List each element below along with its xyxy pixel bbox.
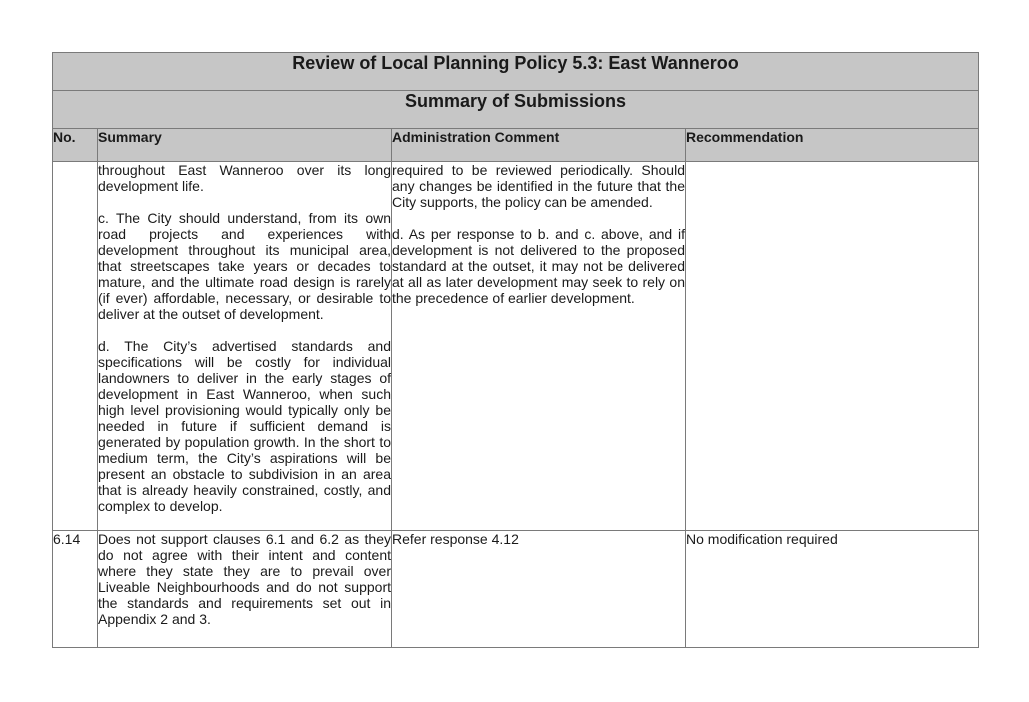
document-subtitle: Summary of Submissions	[53, 91, 979, 129]
summary-paragraph: Does not support clauses 6.1 and 6.2 as they do not agree with their intent and content where they state they are to prevail over Liveable Neighbourhoods and do not support the standards and requirements set out in Appendix 2 and 3.	[98, 531, 391, 627]
admin-comment-paragraph: Refer response 4.12	[392, 531, 519, 547]
admin-comment-paragraph: d. As per response to b. and c. above, and if development is not delivered to the proposed standard at the outset, it may not be delivered at all as later development may seek to rely on the precedence of earlier development.	[392, 226, 685, 306]
summary-cell	[98, 531, 392, 648]
column-header-row	[53, 129, 979, 162]
document-title: Review of Local Planning Policy 5.3: East Wanneroo	[53, 53, 979, 91]
summary-cell	[98, 162, 392, 531]
column-header-summary: Summary	[98, 129, 392, 162]
admin-comment-paragraph: required to be reviewed periodically. Should any changes be identified in the future that the City supports, the policy can be amended.	[392, 162, 685, 210]
row-number-cell: 6.14	[53, 531, 98, 648]
admin-comment-cell	[392, 531, 686, 648]
summary-paragraph: d. The City’s advertised standards and specifications will be costly for individual landowners to deliver in the early stages of development in East Wanneroo, when such high level provisioning would typically only be needed in future if sufficient demand is generated by population growth. In the short to medium term, the City’s aspirations will be present an obstacle to subdivision in an area that is already heavily constrained, costly, and complex to develop.	[98, 338, 391, 514]
row-number-cell	[53, 162, 98, 531]
column-header-recommendation: Recommendation	[686, 129, 979, 162]
admin-comment-cell	[392, 162, 686, 531]
table-row	[53, 531, 979, 648]
document-page	[52, 52, 978, 648]
summary-paragraph: c. The City should understand, from its own road projects and experiences with development throughout its municipal area, that streetscapes take years or decades to mature, and the ultimate road design is rarely (if ever) affordable, necessary, or desirable to deliver at the outset of development.	[98, 210, 391, 322]
column-header-admin-comment: Administration Comment	[392, 129, 686, 162]
recommendation-cell	[686, 162, 979, 531]
subtitle-row	[53, 91, 979, 129]
submissions-table	[52, 52, 979, 648]
recommendation-cell: No modification required	[686, 531, 979, 648]
table-row	[53, 162, 979, 531]
title-row	[53, 53, 979, 91]
summary-paragraph: throughout East Wanneroo over its long development life.	[98, 162, 391, 194]
column-header-no: No.	[53, 129, 98, 162]
